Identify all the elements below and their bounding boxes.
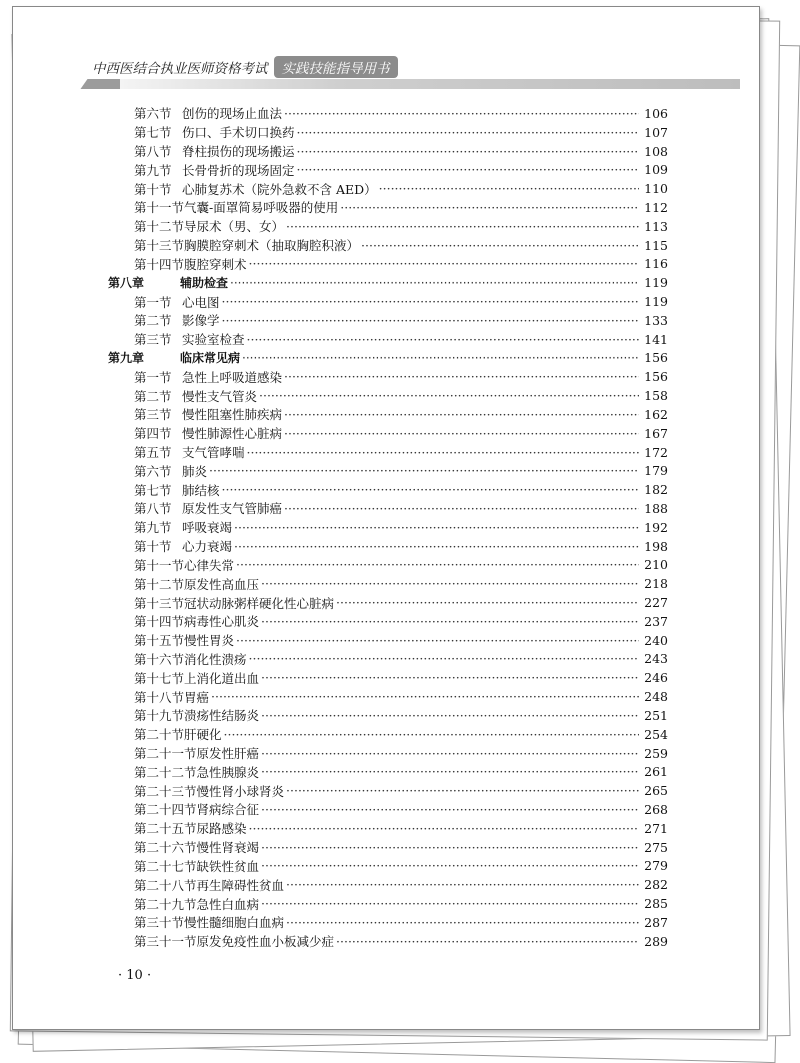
toc-section-entry[interactable] (108, 217, 668, 236)
toc-entry-page: 182 (644, 482, 668, 498)
toc-section-entry[interactable] (108, 687, 668, 706)
toc-entry-leader (286, 783, 639, 798)
toc-entry-number: 第二十六节 (134, 840, 197, 856)
toc-entry-leader (249, 821, 639, 836)
toc-entry-number: 第二十五节 (134, 821, 197, 837)
toc-entry-title: 再生障碍性贫血 (196, 877, 285, 893)
toc-entry-number: 第十三节 (134, 238, 185, 254)
toc-section-entry[interactable] (108, 255, 668, 274)
toc-entry-leader (261, 896, 639, 911)
toc-entry-leader (284, 501, 639, 516)
toc-entry-page: 112 (644, 199, 668, 215)
toc-entry-leader (284, 106, 639, 121)
page-number: · 10 · (118, 968, 152, 983)
toc-entry-page: 259 (644, 745, 668, 761)
toc-entry-number: 第二十八节 (134, 877, 197, 893)
toc-entry-page: 198 (644, 538, 668, 554)
toc-section-entry[interactable] (108, 706, 668, 725)
toc-entry-title: 实验室检查 (182, 332, 245, 348)
toc-entry-number: 第十八节 (134, 689, 185, 705)
toc-section-entry[interactable] (108, 800, 668, 819)
toc-entry-page: 243 (644, 651, 668, 667)
toc-entry-title: 伤口、手术切口换药 (182, 125, 295, 141)
toc-entry-title: 原发性肝癌 (196, 746, 260, 762)
toc-entry-title: 肺结核 (182, 482, 220, 498)
toc-entry-number: 第七节 (134, 125, 172, 141)
toc-section-entry[interactable] (108, 104, 668, 123)
toc-entry-page: 156 (644, 369, 668, 385)
toc-entry-page: 246 (644, 670, 668, 686)
toc-entry-title: 急性上呼吸道感染 (182, 369, 283, 385)
toc-entry-page: 265 (644, 783, 668, 799)
toc-entry-page: 107 (644, 124, 668, 140)
toc-entry-title: 原发性高血压 (184, 576, 260, 592)
toc-section-entry[interactable] (108, 518, 668, 537)
toc-entry-leader (261, 858, 639, 873)
toc-entry-page: 251 (644, 707, 668, 723)
toc-entry-number: 第十二节 (134, 576, 185, 592)
toc-entry-number: 第六节 (134, 463, 172, 479)
toc-entry-title: 辅助检查 (180, 276, 229, 291)
toc-entry-leader (261, 708, 639, 723)
toc-entry-leader (284, 407, 639, 422)
toc-entry-title: 慢性肺源性心脏病 (182, 426, 283, 442)
toc-entry-number: 第十三节 (134, 595, 185, 611)
toc-section-entry[interactable] (108, 781, 668, 800)
toc-entry-title: 原发免疫性血小板减少症 (196, 934, 335, 950)
toc-entry-page: 279 (644, 858, 668, 874)
toc-entry-number: 第十四节 (134, 256, 185, 272)
toc-section-entry[interactable] (108, 480, 668, 499)
toc-entry-page: 282 (644, 877, 668, 893)
toc-entry-title: 尿路感染 (196, 821, 247, 837)
toc-section-entry[interactable] (108, 556, 668, 575)
toc-entry-page: 188 (644, 500, 668, 516)
toc-entry-number: 第十节 (134, 539, 172, 555)
toc-entry-number: 第十九节 (134, 708, 185, 724)
toc-entry-title: 肾病综合征 (196, 802, 260, 818)
toc-entry-title: 慢性髓细胞白血病 (184, 915, 285, 931)
toc-entry-leader (234, 539, 639, 554)
toc-entry-page: 261 (644, 764, 668, 780)
toc-entry-leader (259, 388, 639, 403)
toc-entry-title: 肝硬化 (184, 727, 222, 743)
toc-entry-number: 第一节 (134, 369, 172, 385)
toc-section-entry[interactable] (108, 537, 668, 556)
toc-entry-leader (222, 482, 639, 497)
toc-entry-leader (247, 332, 639, 347)
toc-entry-title: 腹腔穿刺术 (184, 256, 247, 272)
toc-section-entry[interactable] (108, 668, 668, 687)
toc-entry-number: 第一节 (134, 294, 172, 310)
toc-entry-page: 119 (644, 294, 668, 310)
toc-section-entry[interactable] (108, 292, 668, 311)
toc-entry-leader (340, 200, 639, 215)
toc-entry-number: 第十一节 (134, 557, 185, 573)
toc-entry-page: 106 (644, 105, 668, 121)
toc-entry-title: 心律失常 (184, 557, 235, 573)
toc-entry-title: 慢性肾衰竭 (196, 840, 260, 856)
toc-entry-leader (297, 162, 639, 177)
toc-entry-leader (336, 934, 639, 949)
toc-section-entry[interactable] (108, 612, 668, 631)
toc-section-entry[interactable] (108, 198, 668, 217)
toc-entry-leader (261, 614, 639, 629)
toc-entry-number: 第九节 (134, 162, 172, 178)
toc-section-entry[interactable] (108, 725, 668, 744)
toc-entry-leader (222, 313, 639, 328)
toc-entry-page: 289 (644, 933, 668, 949)
toc-entry-leader (286, 219, 639, 234)
toc-section-entry[interactable] (108, 894, 668, 913)
toc-section-entry[interactable] (108, 650, 668, 669)
toc-entry-leader (261, 840, 639, 855)
toc-entry-number: 第五节 (134, 445, 172, 461)
toc-entry-number: 第十节 (134, 181, 172, 197)
toc-entry-title: 慢性阻塞性肺疾病 (182, 407, 283, 423)
toc-section-entry[interactable] (108, 424, 668, 443)
toc-entry-number: 第十四节 (134, 614, 185, 630)
toc-entry-page: 158 (644, 388, 668, 404)
toc-entry-number: 第二十七节 (134, 858, 197, 874)
toc-entry-number: 第二十四节 (134, 802, 197, 818)
header-rule (120, 79, 740, 89)
toc-entry-leader (230, 276, 639, 290)
running-header (92, 56, 398, 78)
toc-entry-leader (336, 595, 639, 610)
toc-entry-page: 275 (644, 839, 668, 855)
toc-section-entry[interactable] (108, 932, 668, 951)
toc-entry-leader (222, 294, 639, 309)
toc-entry-title: 支气管哮喘 (182, 445, 245, 461)
toc-section-entry[interactable] (108, 499, 668, 518)
toc-entry-number: 第八章 (108, 276, 145, 291)
toc-entry-title: 呼吸衰竭 (182, 520, 233, 536)
toc-entry-title: 临床常见病 (180, 351, 241, 366)
toc-entry-leader (261, 670, 639, 685)
toc-entry-title: 脊柱损伤的现场搬运 (182, 144, 295, 160)
toc-section-entry[interactable] (108, 593, 668, 612)
toc-entry-title: 缺铁性贫血 (196, 858, 260, 874)
toc-chapter-entry[interactable] (108, 273, 668, 292)
toc-entry-title: 心力衰竭 (182, 539, 233, 555)
toc-entry-number: 第十二节 (134, 219, 185, 235)
toc-entry-leader (242, 351, 639, 365)
toc-section-entry[interactable] (108, 461, 668, 480)
toc-entry-page: 268 (644, 801, 668, 817)
toc-entry-title: 导尿术（男、女） (184, 219, 285, 235)
toc-entry-leader (234, 520, 639, 535)
toc-entry-title: 胃癌 (184, 689, 210, 705)
toc-entry-leader (379, 181, 639, 196)
toc-entry-title: 慢性支气管炎 (182, 388, 258, 404)
toc-entry-leader (286, 877, 639, 892)
toc-entry-page: 156 (644, 350, 668, 366)
toc-entry-page: 110 (644, 181, 668, 197)
toc-entry-page: 116 (644, 256, 668, 272)
toc-entry-title: 原发性支气管肺癌 (182, 501, 283, 517)
toc-section-entry[interactable] (108, 838, 668, 857)
toc-section-entry[interactable] (108, 179, 668, 198)
toc-entry-page: 115 (644, 237, 668, 253)
toc-section-entry[interactable] (108, 160, 668, 179)
table-of-contents (108, 104, 668, 951)
toc-section-entry[interactable] (108, 857, 668, 876)
toc-entry-page: 237 (644, 613, 668, 629)
toc-entry-page: 285 (644, 896, 668, 912)
toc-entry-leader (209, 463, 639, 478)
toc-entry-page: 218 (644, 576, 668, 592)
toc-entry-page: 108 (644, 143, 668, 159)
toc-entry-leader (284, 369, 639, 384)
toc-entry-number: 第十五节 (134, 633, 185, 649)
toc-entry-page: 109 (644, 162, 668, 178)
toc-entry-number: 第八节 (134, 501, 172, 517)
toc-section-entry[interactable] (108, 443, 668, 462)
toc-entry-page: 227 (644, 595, 668, 611)
book-subtitle-badge: 实践技能指导用书 (274, 56, 398, 78)
toc-entry-title: 急性白血病 (196, 896, 260, 912)
toc-entry-number: 第三节 (134, 407, 172, 423)
toc-section-entry[interactable] (108, 913, 668, 932)
toc-entry-title: 心电图 (182, 294, 220, 310)
toc-entry-page: 192 (644, 519, 668, 535)
toc-section-entry[interactable] (108, 631, 668, 650)
toc-entry-leader (224, 727, 639, 742)
toc-entry-leader (249, 256, 639, 271)
toc-entry-page: 141 (644, 331, 668, 347)
toc-section-entry[interactable] (108, 123, 668, 142)
toc-entry-page: 119 (644, 275, 668, 291)
toc-entry-page: 248 (644, 689, 668, 705)
toc-entry-number: 第十七节 (134, 670, 185, 686)
toc-entry-leader (249, 651, 639, 666)
toc-entry-number: 第四节 (134, 426, 172, 442)
toc-entry-leader (247, 445, 639, 460)
toc-entry-page: 167 (644, 425, 668, 441)
toc-entry-title: 影像学 (182, 313, 220, 329)
toc-entry-number: 第二十一节 (134, 746, 197, 762)
toc-entry-leader (261, 576, 639, 591)
toc-entry-page: 113 (644, 218, 668, 234)
toc-section-entry[interactable] (108, 819, 668, 838)
toc-entry-title: 冠状动脉粥样硬化性心脏病 (184, 595, 335, 611)
toc-entry-title: 气囊-面罩简易呼吸器的使用 (184, 200, 339, 216)
toc-entry-page: 240 (644, 632, 668, 648)
toc-entry-number: 第三十一节 (134, 934, 197, 950)
toc-entry-title: 肺炎 (182, 463, 208, 479)
toc-entry-number: 第二十节 (134, 727, 185, 743)
toc-entry-leader (211, 689, 639, 704)
toc-entry-number: 第三十节 (134, 915, 185, 931)
toc-section-entry[interactable] (108, 574, 668, 593)
toc-entry-page: 287 (644, 914, 668, 930)
toc-section-entry[interactable] (108, 142, 668, 161)
toc-entry-page: 271 (644, 820, 668, 836)
toc-entry-title: 急性胰腺炎 (196, 764, 260, 780)
toc-entry-number: 第二十九节 (134, 896, 197, 912)
toc-entry-title: 消化性溃疡 (184, 651, 247, 667)
toc-section-entry[interactable] (108, 405, 668, 424)
toc-entry-title: 创伤的现场止血法 (182, 106, 283, 122)
toc-entry-number: 第二十三节 (134, 783, 197, 799)
toc-entry-leader (297, 125, 639, 140)
toc-entry-title: 慢性肾小球肾炎 (196, 783, 285, 799)
toc-entry-leader (236, 633, 639, 648)
toc-entry-page: 162 (644, 406, 668, 422)
toc-entry-leader (286, 915, 639, 930)
toc-entry-number: 第九章 (108, 351, 145, 366)
toc-entry-number: 第二节 (134, 313, 172, 329)
toc-entry-title: 病毒性心肌炎 (184, 614, 260, 630)
toc-entry-number: 第二节 (134, 388, 172, 404)
toc-section-entry[interactable] (108, 311, 668, 330)
toc-entry-title: 心肺复苏术（院外急救不含 AED） (182, 181, 377, 197)
toc-section-entry[interactable] (108, 744, 668, 763)
toc-entry-leader (261, 764, 639, 779)
toc-chapter-entry[interactable] (108, 349, 668, 368)
toc-section-entry[interactable] (108, 875, 668, 894)
toc-entry-leader (284, 426, 639, 441)
toc-entry-title: 长骨骨折的现场固定 (182, 162, 295, 178)
toc-entry-page: 172 (644, 444, 668, 460)
toc-entry-title: 上消化道出血 (184, 670, 260, 686)
toc-section-entry[interactable] (108, 236, 668, 255)
toc-entry-page: 254 (644, 726, 668, 742)
toc-entry-page: 179 (644, 463, 668, 479)
toc-section-entry[interactable] (108, 386, 668, 405)
toc-entry-leader (236, 557, 639, 572)
toc-entry-title: 慢性胃炎 (184, 633, 235, 649)
toc-entry-number: 第六节 (134, 106, 172, 122)
toc-entry-title: 胸膜腔穿刺术（抽取胸腔积液） (184, 238, 360, 254)
toc-entry-number: 第八节 (134, 144, 172, 160)
book-title: 中西医结合执业医师资格考试 (92, 61, 268, 77)
toc-entry-number: 第十一节 (134, 200, 185, 216)
toc-section-entry[interactable] (108, 762, 668, 781)
toc-entry-leader (297, 144, 639, 159)
toc-entry-page: 133 (644, 312, 668, 328)
toc-entry-number: 第三节 (134, 332, 172, 348)
toc-entry-number: 第七节 (134, 482, 172, 498)
toc-entry-number: 第九节 (134, 520, 172, 536)
toc-entry-number: 第十六节 (134, 651, 185, 667)
toc-entry-leader (361, 238, 639, 253)
toc-entry-page: 210 (644, 557, 668, 573)
toc-entry-title: 溃疡性结肠炎 (184, 708, 260, 724)
toc-entry-leader (261, 802, 639, 817)
toc-section-entry[interactable] (108, 367, 668, 386)
toc-section-entry[interactable] (108, 330, 668, 349)
toc-entry-number: 第二十二节 (134, 764, 197, 780)
toc-entry-leader (261, 746, 639, 761)
